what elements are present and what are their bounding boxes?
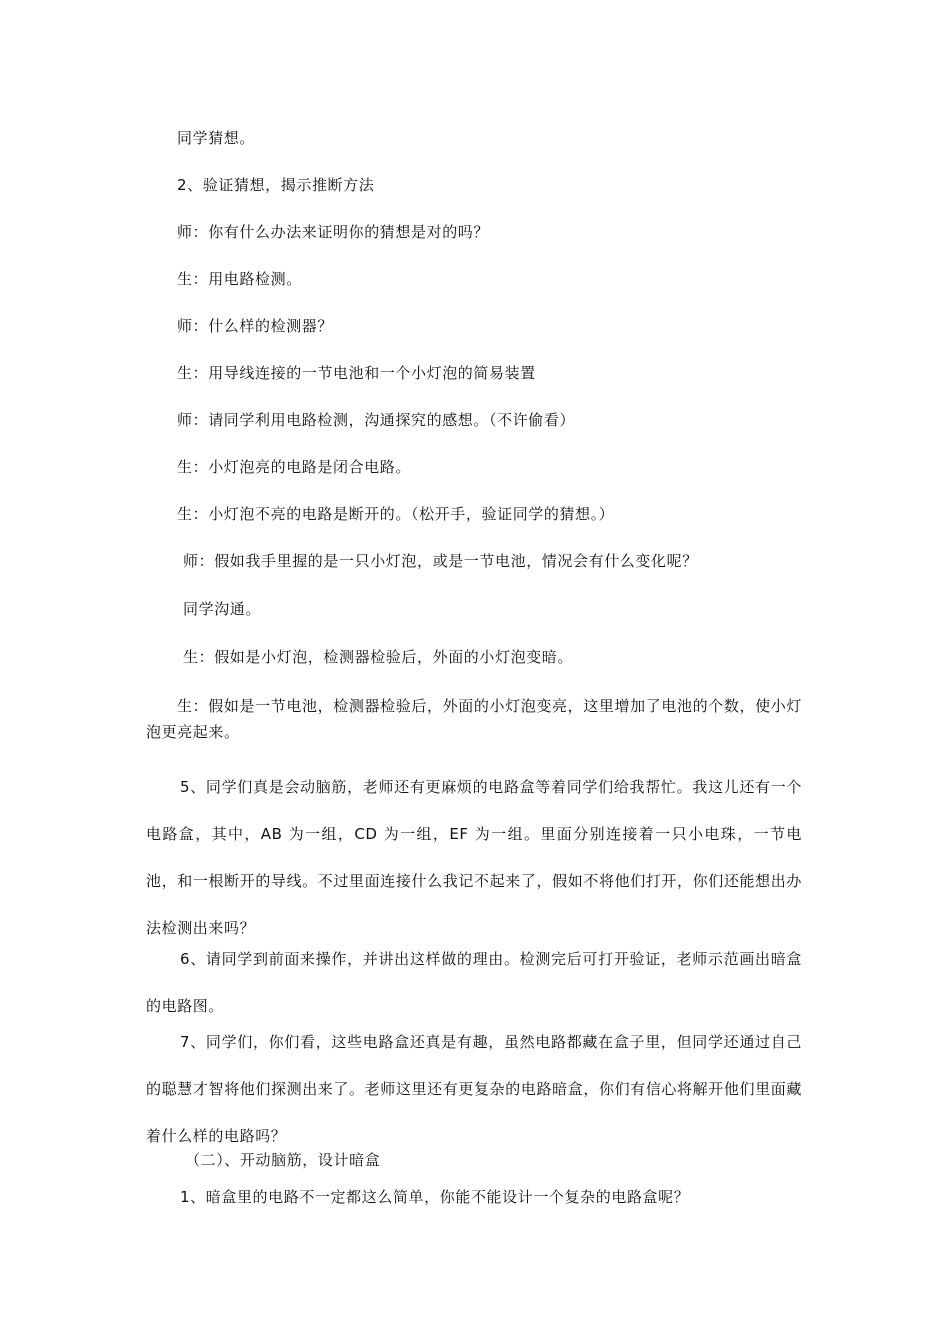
paragraph-step-7: 7、同学们，你们看，这些电路盒还真是有趣，虽然电路都藏在盒子里，但同学还通过自己的聪慧才智将他们探测出来了。老师这里还有更复杂的电路暗盒，你们有信心将解开他们里面藏着什么样的电路吗？ xyxy=(146,1033,802,1145)
dialogue-line: 生：小灯泡不亮的电路是断开的。（松开手，验证同学的猜想。） xyxy=(177,505,615,523)
dialogue-line: 生：假如是小灯泡，检测器检验后，外面的小灯泡变暗。 xyxy=(183,648,574,666)
question-line: 1、暗盒里的电路不一定都这么简单，你能不能设计一个复杂的电路盒呢？ xyxy=(180,1188,690,1206)
dialogue-line: 生：用电路检测。 xyxy=(177,270,302,288)
paragraph-bulb-brighter: 生：假如是一节电池，检测器检验后，外面的小灯泡变亮，这里增加了电池的个数，使小灯泡更亮起来。 xyxy=(146,697,802,741)
dialogue-line: 生：用导线连接的一节电池和一个小灯泡的简易装置 xyxy=(177,364,536,382)
dialogue-line: 师：什么样的检测器？ xyxy=(177,317,334,335)
section-heading: （二）、开动脑筋，设计暗盒 xyxy=(185,1151,381,1169)
paragraph-step-6: 6、请同学到前面来操作，并讲出这样做的理由。检测完后可打开验证，老师示范画出暗盒的电路图。 xyxy=(146,950,802,1015)
section-heading: 2、验证猜想，揭示推断方法 xyxy=(177,176,375,194)
dialogue-line: 师：你有什么办法来证明你的猜想是对的吗？ xyxy=(177,223,490,241)
dialogue-line: 师：请同学利用电路检测，沟通探究的感想。（不许偷看） xyxy=(177,411,576,429)
dialogue-line: 师：假如我手里握的是一只小灯泡，或是一节电池，情况会有什么变化呢？ xyxy=(183,552,698,570)
dialogue-line: 生：小灯泡亮的电路是闭合电路。 xyxy=(177,458,412,476)
text-line: 同学沟通。 xyxy=(183,600,262,618)
text-line: 同学猜想。 xyxy=(177,129,256,147)
paragraph-step-5: 5、同学们真是会动脑筋，老师还有更麻烦的电路盒等着同学们给我帮忙。我这儿还有一个电路盒，其中，AB 为一组，CD 为一组，EF 为一组。里面分别连接着一只小电珠，一节电池，和一根断开的导线。不过里面连接什么我记不起来了，假如不将他们打开，你们还能想出办法检测出来吗？ xyxy=(146,778,802,937)
